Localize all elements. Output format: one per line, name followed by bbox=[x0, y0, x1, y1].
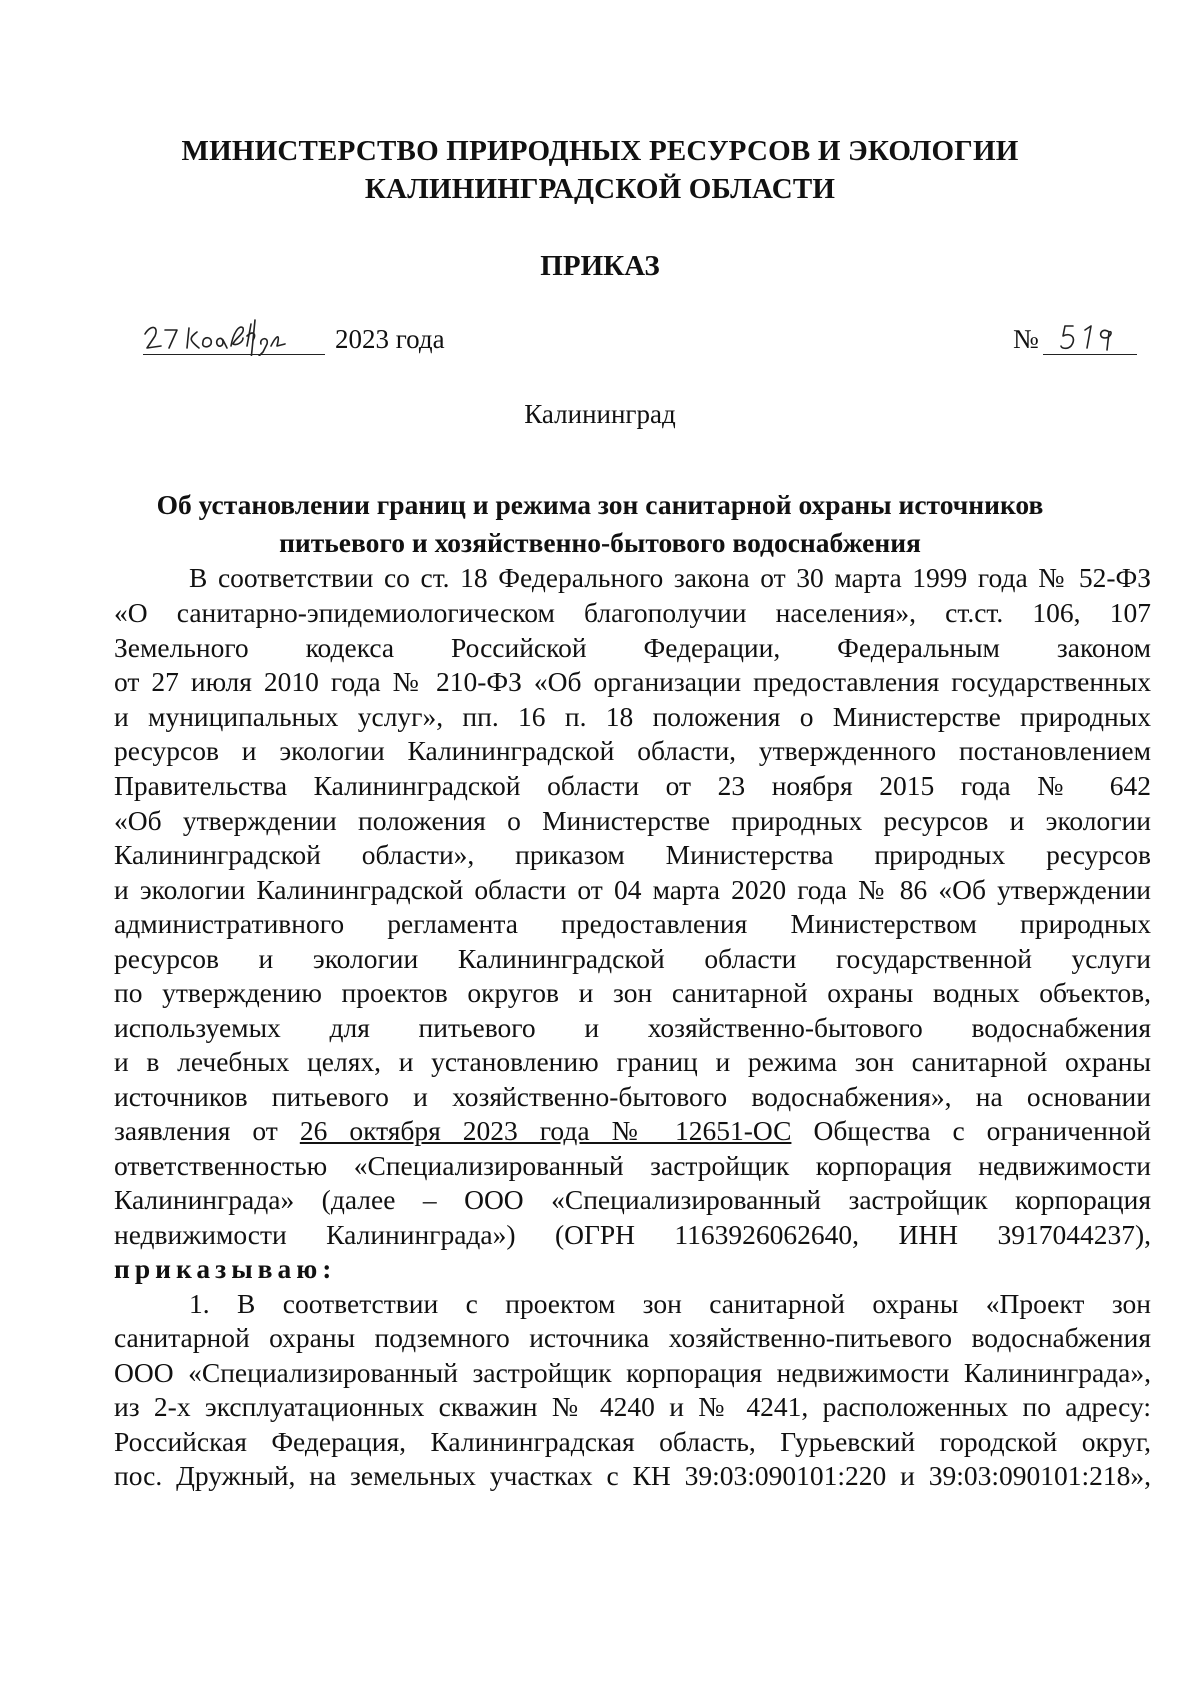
body-line: Правительства Калининградской области от 23 ноября 2015 года № 642 bbox=[114, 770, 1151, 801]
body-line: и муниципальных услуг», пп. 16 п. 18 положения о Министерстве природных bbox=[114, 701, 1151, 732]
application-reference: 26 октября 2023 года № 12651-ОС bbox=[299, 1115, 792, 1146]
body-line: Земельного кодекса Российской Федерации, Федеральным законом bbox=[114, 632, 1151, 663]
handwritten-number-signature bbox=[1043, 318, 1137, 358]
body-line: «Об утверждении положения о Министерстве природных ресурсов и экологии bbox=[114, 805, 1151, 836]
body-text: Общества с ограниченной bbox=[813, 1115, 1152, 1146]
body-line: недвижимости Калининграда») (ОГРН 1163926062640, ИНН 3917044237), bbox=[114, 1219, 1151, 1250]
ministry-name-line2: КАЛИНИНГРАДСКОЙ ОБЛАСТИ bbox=[364, 173, 836, 205]
handwritten-date-signature bbox=[143, 316, 325, 356]
body-line: от 27 июля 2010 года № 210-ФЗ «Об организации предоставления государственных bbox=[114, 666, 1151, 697]
body-line-application-ref bbox=[114, 1115, 1151, 1151]
ministry-name-line1: МИНИСТЕРСТВО ПРИРОДНЫХ РЕСУРСОВ И ЭКОЛОГИИ bbox=[181, 135, 1019, 167]
subject-line2: питьевого и хозяйственно-бытового водоснабжения bbox=[279, 527, 921, 558]
city: Калининград bbox=[524, 399, 676, 429]
body-line: административного регламента предоставления Министерством природных bbox=[114, 908, 1151, 939]
subject-line1: Об установлении границ и режима зон санитарной охраны источников bbox=[156, 489, 1044, 520]
body-line: «О санитарно-эпидемиологическом благополучии населения», ст.ст. 106, 107 bbox=[114, 597, 1151, 628]
item1-line: пос. Дружный, на земельных участках с КН 39:03:090101:220 и 39:03:090101:218», bbox=[114, 1460, 1151, 1491]
body-line: Калининградской области», приказом Министерства природных ресурсов bbox=[114, 839, 1151, 870]
item1-line: ООО «Специализированный застройщик корпорация недвижимости Калининграда», bbox=[114, 1357, 1151, 1388]
document-number bbox=[1013, 322, 1137, 355]
body-text: заявления от bbox=[114, 1115, 278, 1146]
order-word bbox=[114, 1253, 1151, 1289]
item1-line: 1. В соответствии с проектом зон санитарной охраны «Проект зон bbox=[189, 1288, 1151, 1319]
body-line: по утверждению проектов округов и зон санитарной охраны водных объектов, bbox=[114, 977, 1151, 1008]
item1-line: Российская Федерация, Калининградская область, Гурьевский городской округ, bbox=[114, 1426, 1151, 1457]
body-line: ресурсов и экологии Калининградской области государственной услуги bbox=[114, 943, 1151, 974]
body-line: и экологии Калининградской области от 04 марта 2020 года № 86 «Об утверждении bbox=[114, 874, 1151, 905]
order-word-text: приказываю: bbox=[114, 1253, 337, 1284]
body-line: и в лечебных целях, и установлению границ и режима зон санитарной охраны bbox=[114, 1046, 1151, 1077]
body-line: ответственностью «Специализированный застройщик корпорация недвижимости bbox=[114, 1150, 1151, 1181]
body-line: Калининграда» (далее – ООО «Специализированный застройщик корпорация bbox=[114, 1184, 1151, 1215]
body-line: источников питьевого и хозяйственно-бытового водоснабжения», на основании bbox=[114, 1081, 1151, 1112]
document-date bbox=[143, 322, 445, 355]
item1-line: санитарной охраны подземного источника хозяйственно-питьевого водоснабжения bbox=[114, 1322, 1151, 1353]
body-line: ресурсов и экологии Калининградской области, утвержденного постановлением bbox=[114, 735, 1151, 766]
body-line: В соответствии со ст. 18 Федерального закона от 30 марта 1999 года № 52-ФЗ bbox=[189, 562, 1151, 593]
handwritten-date bbox=[143, 322, 325, 355]
document-type-title: ПРИКАЗ bbox=[540, 250, 660, 282]
number-sign: № bbox=[1013, 324, 1039, 354]
handwritten-number bbox=[1043, 322, 1137, 355]
body-line: используемых для питьевого и хозяйственно-бытового водоснабжения bbox=[114, 1012, 1151, 1043]
document-year: 2023 года bbox=[335, 324, 445, 354]
item1-line: из 2-х эксплуатационных скважин № 4240 и № 4241, расположенных по адресу: bbox=[114, 1391, 1151, 1422]
